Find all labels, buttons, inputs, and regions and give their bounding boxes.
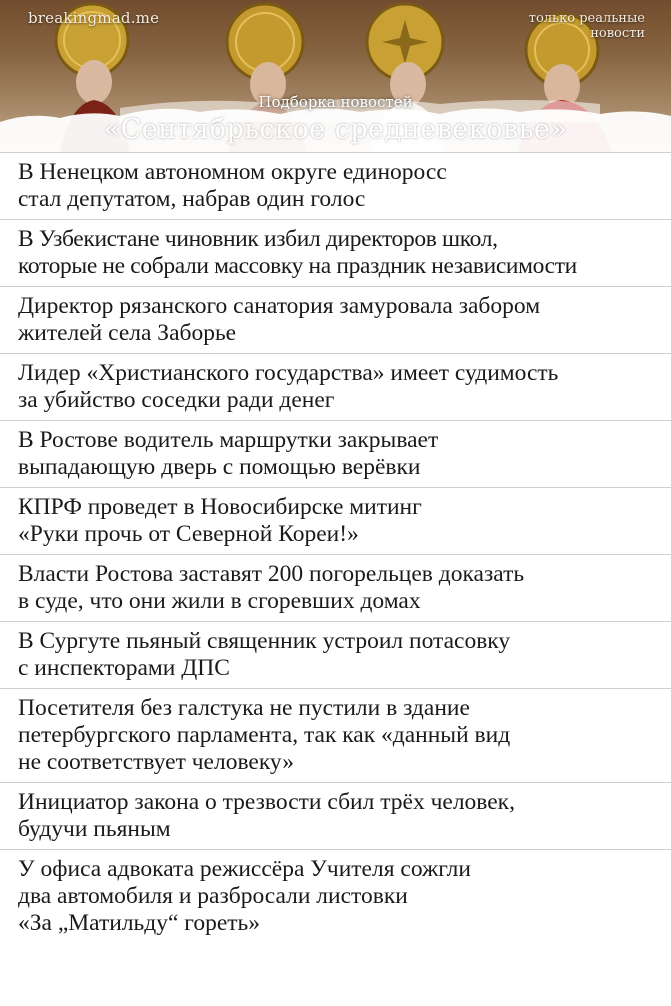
news-item[interactable]: В Узбекистане чиновник избил директоров школ, которые не собрали массовку на праздник независимости	[0, 219, 671, 286]
news-item[interactable]: Директор рязанского санатория замуровала забором жителей села Заборье	[0, 286, 671, 353]
news-item[interactable]: Власти Ростова заставят 200 погорельцев доказать в суде, что они жили в сгоревших домах	[0, 554, 671, 621]
news-list	[0, 152, 671, 943]
news-item[interactable]: У офиса адвоката режиссёра Учителя сожгли два автомобиля и разбросали листовки «За „Матильду“ гореть»	[0, 849, 671, 943]
news-item[interactable]: КПРФ проведет в Новосибирске митинг «Руки прочь от Северной Кореи!»	[0, 487, 671, 554]
news-item[interactable]: Лидер «Христианского государства» имеет судимость за убийство соседки ради денег	[0, 353, 671, 420]
news-item[interactable]: В Ростове водитель маршрутки закрывает выпадающую дверь с помощью верёвки	[0, 420, 671, 487]
news-item[interactable]: В Ненецком автономном округе единоросс стал депутатом, набрав один голос	[0, 152, 671, 219]
news-item[interactable]: В Сургуте пьяный священник устроил потасовку с инспекторами ДПС	[0, 621, 671, 688]
subtitle: Подборка новостей	[258, 93, 413, 111]
news-item[interactable]: Посетителя без галстука не пустили в здание петербургского парламента, так как «данный вид не соответствует человеку»	[0, 688, 671, 782]
page-title: «Сентябрьское средневековье»	[103, 114, 568, 145]
news-item[interactable]: Инициатор закона о трезвости сбил трёх человек, будучи пьяным	[0, 782, 671, 849]
tagline: только реальные новости	[528, 11, 645, 41]
header-banner	[0, 0, 671, 152]
brand-name[interactable]: breakingmad.me	[28, 9, 160, 27]
